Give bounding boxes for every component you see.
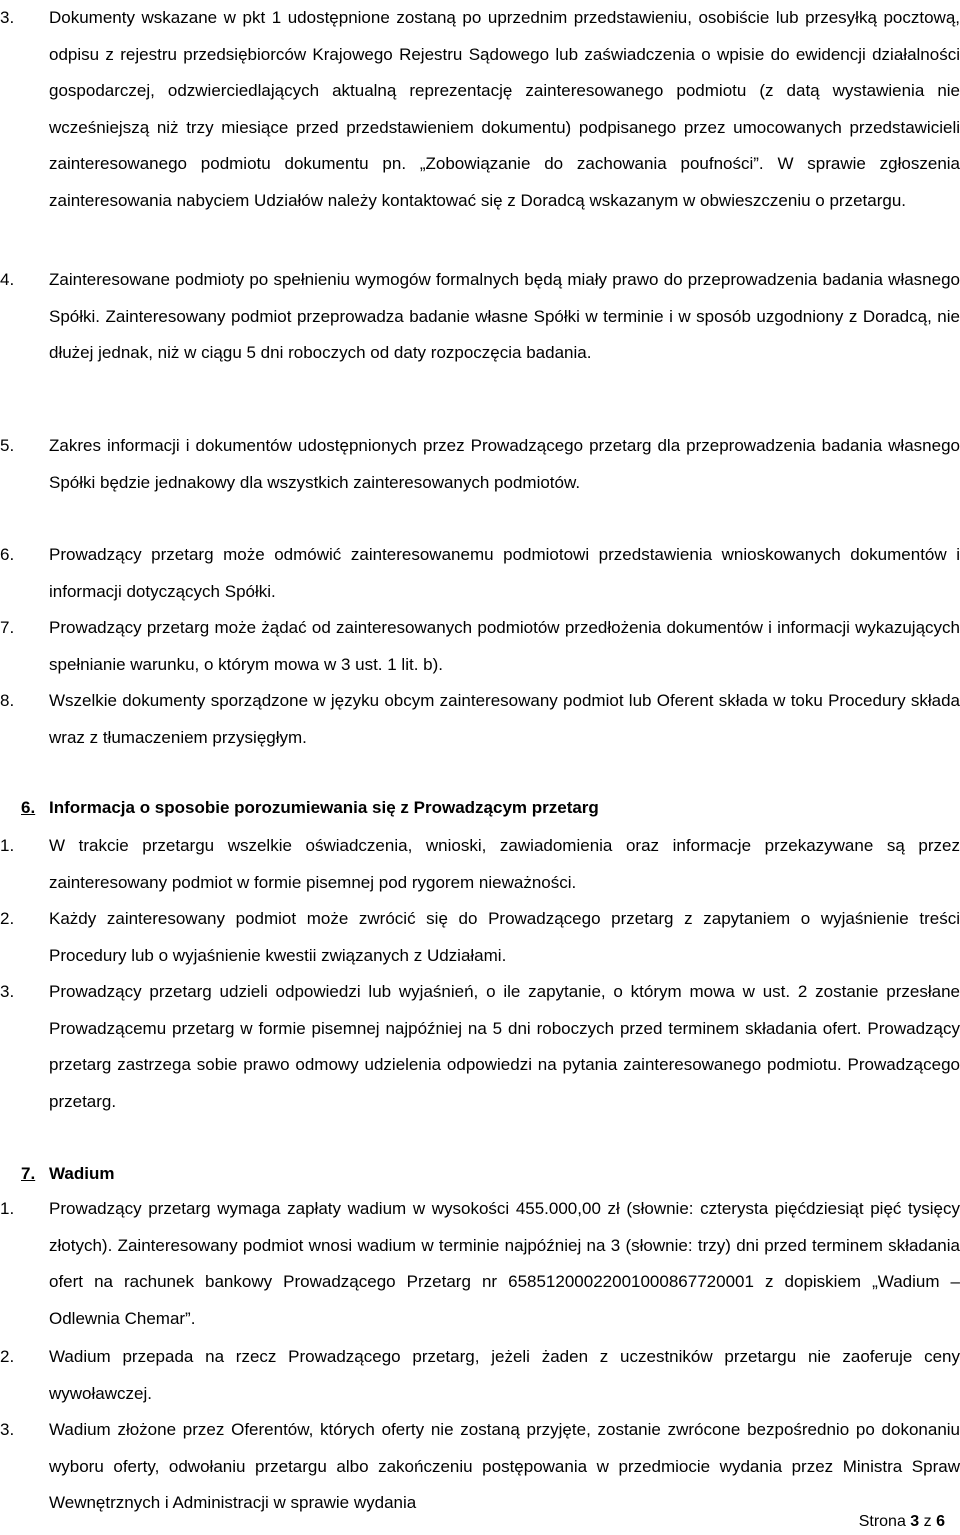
list-item-text: Zainteresowane podmioty po spełnieniu wymogów formalnych będą miały prawo do przeprowadzenia badania własnego Spółki. Zainteresowany podmiot przeprowadza badanie własne Spółki w terminie i w sposób uzgodniony z Doradcą, nie dłużej jednak, niż w ciągu 5 dni roboczych od daty rozpoczęcia badania. [49, 270, 960, 362]
section-title: Informacja o sposobie porozumiewania się z Prowadzącym przetarg [49, 798, 599, 817]
list-item-text: Wadium złożone przez Oferentów, których oferty nie zostaną przyjęte, zostanie zwrócone bezpośrednio po dokonaniu wyboru oferty, odwołaniu przetargu albo zakończeniu postępowania w przedmiocie wydania przez Ministra Spraw Wewnętrznych i Administracji w sprawie wydania [49, 1420, 960, 1512]
list-item-number: 8. [0, 691, 15, 710]
list-item-number: 3. [0, 982, 15, 1001]
list-item-text: Prowadzący przetarg udzieli odpowiedzi lub wyjaśnień, o ile zapytanie, o którym mowa w ust. 2 zostanie przesłane Prowadzącemu przetarg w formie pisemnej najpóźniej na 5 dni roboczych przed terminem składania ofert. Prowadzący przetarg zastrzega sobie prawo odmowy udzielenia odpowiedzi na pytania zainteresowanego podmiotu. Prowadzącego przetarg. [49, 982, 960, 1111]
list-item-text: Dokumenty wskazane w pkt 1 udostępnione zostaną po uprzednim przedstawieniu, osobiście lub przesyłką pocztową, odpisu z rejestru przedsiębiorców Krajowego Rejestru Sądowego lub zaświadczenia o wpisie do ewidencji działalności gospodarczej, odzwierciedlających aktualną reprezentację zainteresowanego podmiotu (z datą wystawienia nie wcześniejszą niż trzy miesiące przed przedstawieniem dokumentu) podpisanego przez umocowanych przedstawicieli zainteresowanego podmiotu dokumentu pn. „Zobowiązanie do zachowania poufności”. W sprawie zgłoszenia zainteresowania nabyciem Udziałów należy kontaktować się z Doradcą wskazanym w obwieszczeniu o przetargu. [49, 8, 960, 210]
list-item-number: 1. [0, 1199, 15, 1218]
list-item-number: 3. [0, 8, 15, 27]
page-number-current: 3 [910, 1513, 920, 1530]
section-number: 6. [21, 798, 36, 817]
section-title: Wadium [49, 1164, 115, 1183]
page-number-total: 6 [936, 1513, 945, 1530]
page-number-middle: z [919, 1513, 937, 1530]
list-item-text: Prowadzący przetarg może odmówić zainteresowanemu podmiotowi przedstawienia wnioskowanych dokumentów i informacji dotyczących Spółki. [49, 545, 960, 601]
list-item-text: Zakres informacji i dokumentów udostępnionych przez Prowadzącego przetarg dla przeprowadzenia badania własnego Spółki będzie jednakowy dla wszystkich zainteresowanych podmiotów. [49, 436, 960, 492]
list-item-number: 5. [0, 436, 15, 455]
list-item-number: 7. [0, 618, 15, 637]
list-item-number: 3. [0, 1420, 15, 1439]
list-item-text: Prowadzący przetarg wymaga zapłaty wadium w wysokości 455.000,00 zł (słownie: czterysta pięćdziesiąt pięć tysięcy złotych). Zainteresowany podmiot wnosi wadium w terminie najpóźniej na 3 (słownie: trzy) dni przed terminem składania ofert na rachunek bankowy Prowadzącego Przetarg nr 65851200022001000867720001 z dopiskiem „Wadium – Odlewnia Chemar”. [49, 1199, 960, 1328]
list-item-number: 2. [0, 909, 15, 928]
list-item-number: 4. [0, 270, 15, 289]
list-item-text: Wadium przepada na rzecz Prowadzącego przetarg, jeżeli żaden z uczestników przetargu nie zaoferuje ceny wywoławczej. [49, 1347, 960, 1403]
list-item-text: Każdy zainteresowany podmiot może zwrócić się do Prowadzącego przetarg z zapytaniem o wyjaśnienie treści Procedury lub o wyjaśnienie kwestii związanych z Udziałami. [49, 909, 960, 965]
page-number-prefix: Strona [858, 1513, 911, 1530]
section-number: 7. [21, 1164, 36, 1183]
list-item-text: Prowadzący przetarg może żądać od zainteresowanych podmiotów przedłożenia dokumentów i informacji wykazujących spełnianie warunku, o którym mowa w 3 ust. 1 lit. b). [49, 618, 960, 674]
list-item-number: 6. [0, 545, 15, 564]
list-item-text: Wszelkie dokumenty sporządzone w języku obcym zainteresowany podmiot lub Oferent składa w toku Procedury składa wraz z tłumaczeniem przysięgłym. [49, 691, 960, 747]
list-item-text: W trakcie przetargu wszelkie oświadczenia, wnioski, zawiadomienia oraz informacje przekazywane są przez zainteresowany podmiot w formie pisemnej pod rygorem nieważności. [49, 836, 960, 892]
list-item-number: 1. [0, 836, 15, 855]
page-number [859, 1512, 945, 1532]
list-item-number: 2. [0, 1347, 15, 1366]
